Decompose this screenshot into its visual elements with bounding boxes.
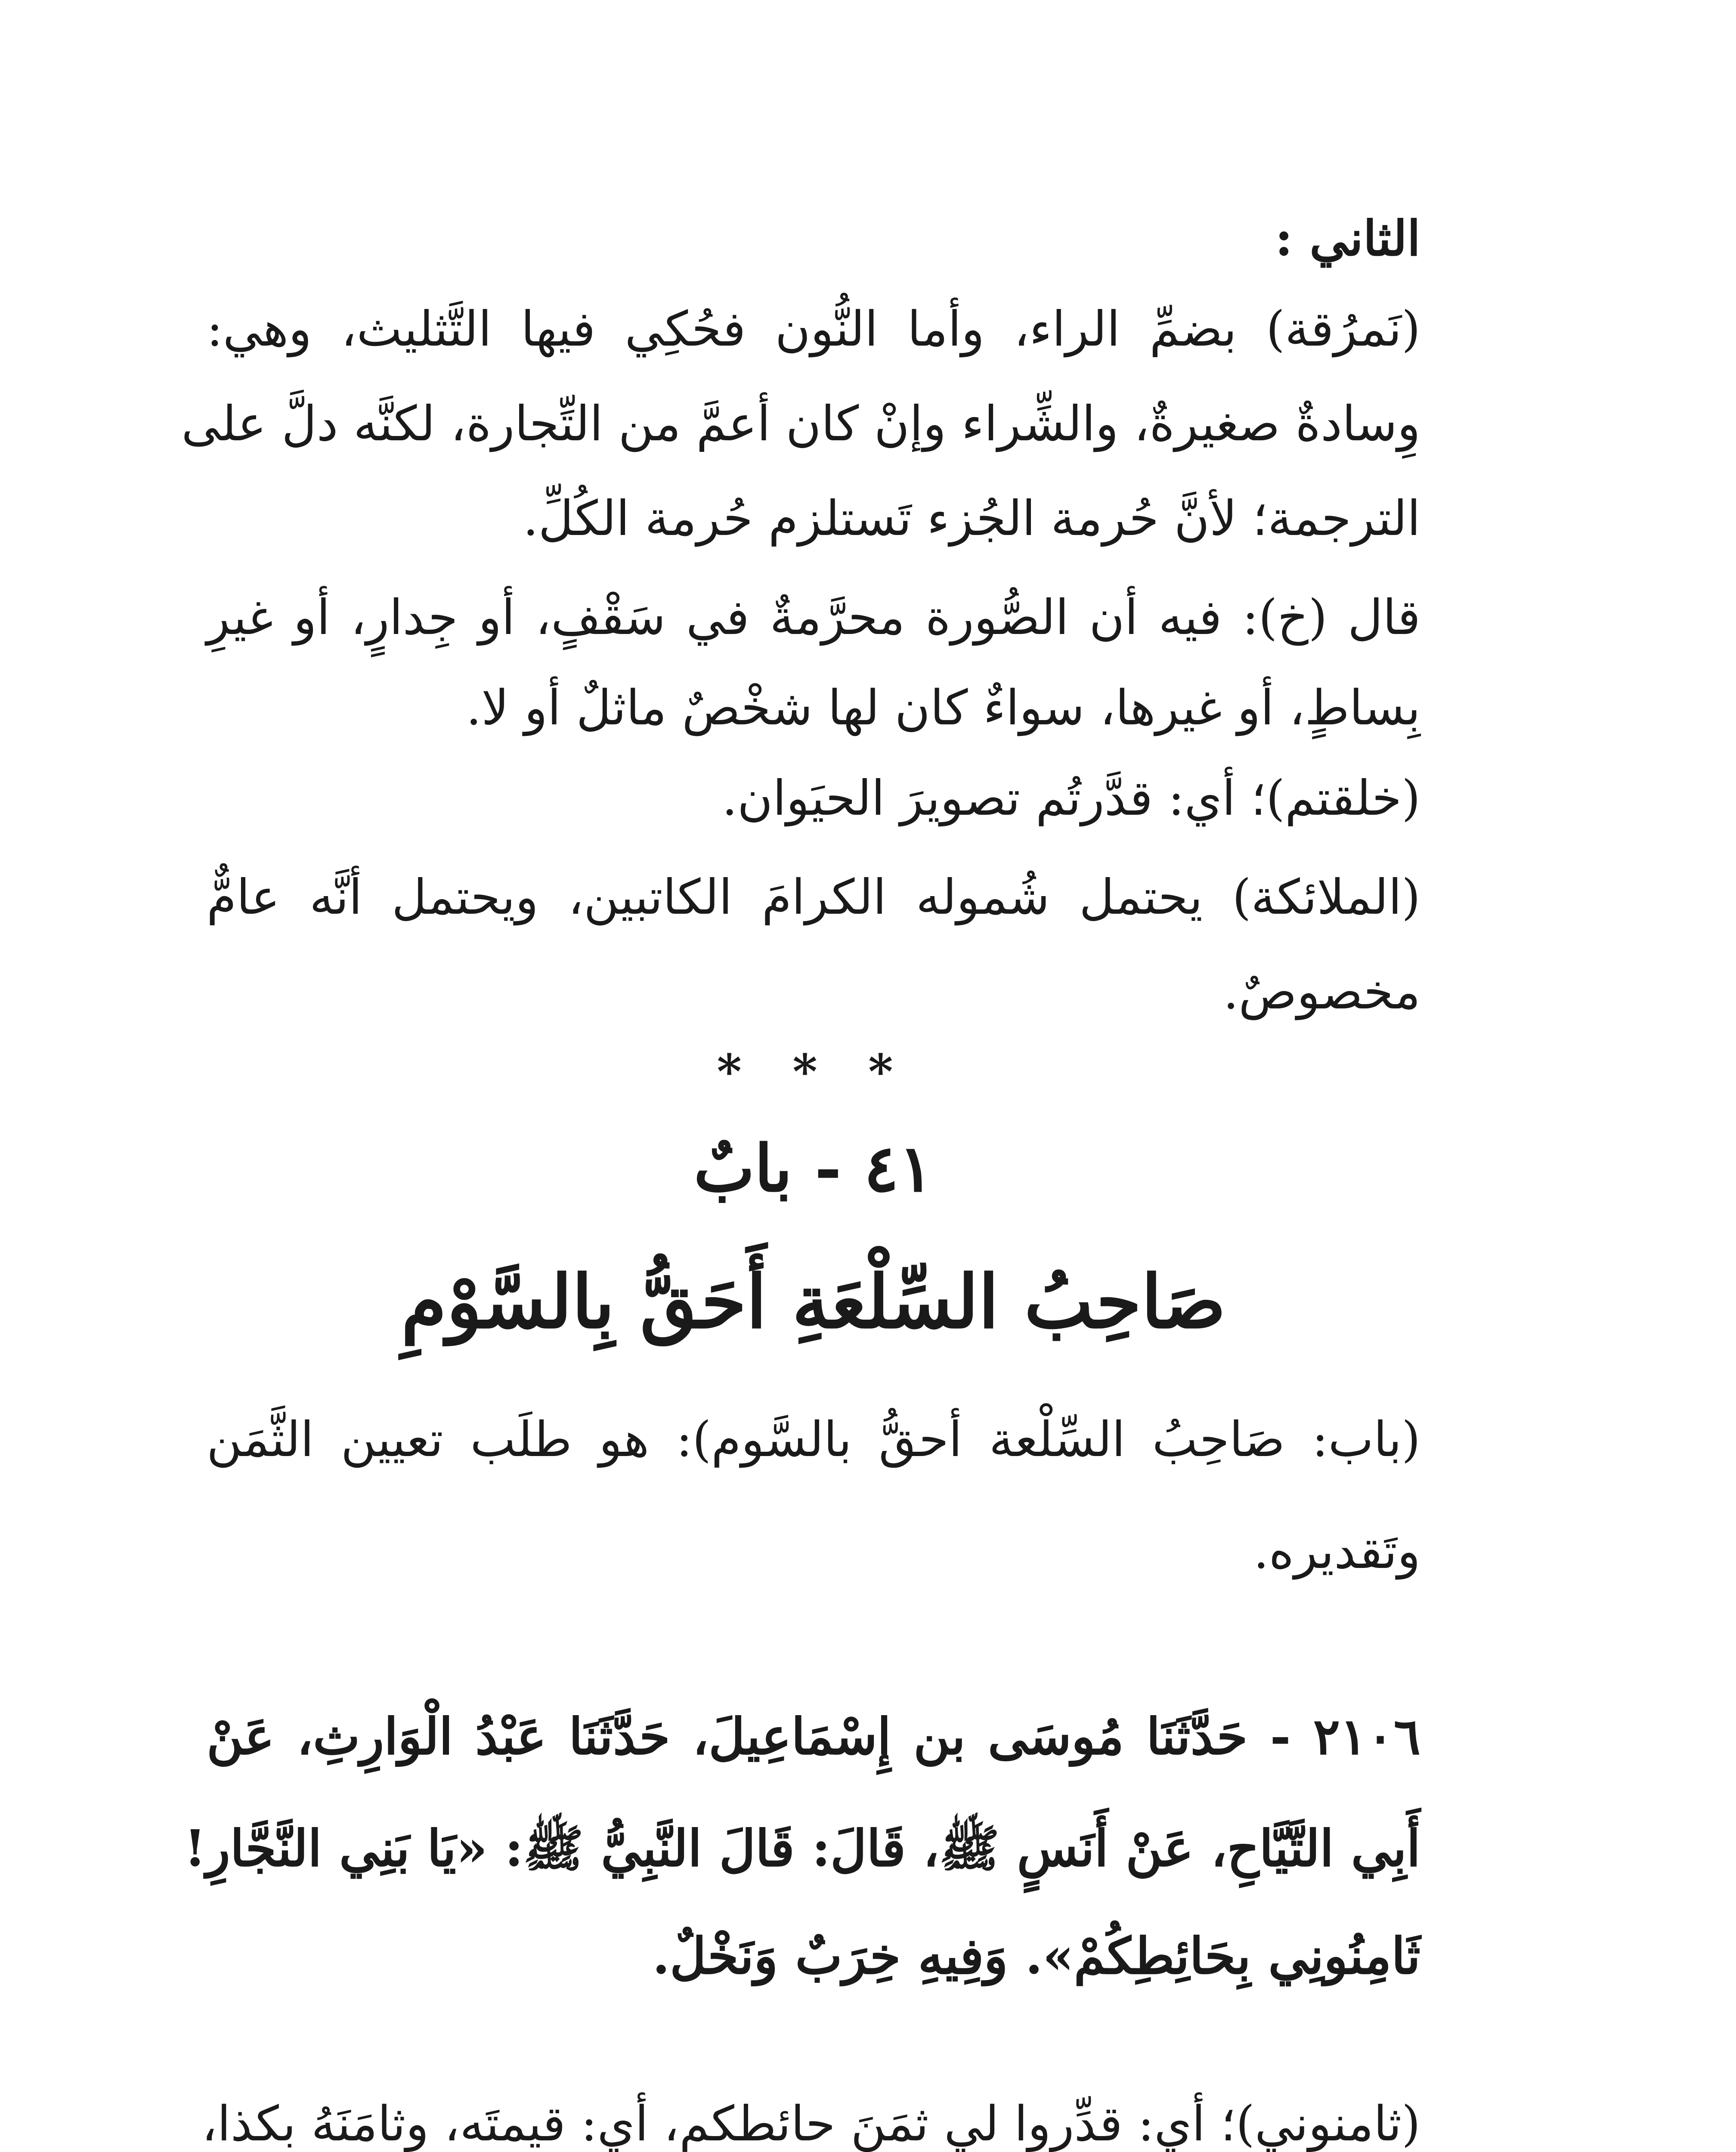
- chapter-number: ٤١ - بابٌ: [693, 1131, 934, 1206]
- commentary-line: بِساطٍ، أو غيرها، سواءٌ كان لها شخْصٌ ماثلٌ أو لا.: [466, 680, 1420, 736]
- hadith-line: ٢١٠٦ - حَدَّثَنَا مُوسَى بن إِسْمَاعِيلَ، حَدَّثَنَا عَبْدُ الْوَارِثِ، عَنْ: [207, 1707, 1420, 1766]
- commentary-line: الترجمة؛ لأنَّ حُرمة الجُزء تَستلزم حُرمة الكُلِّ.: [523, 491, 1420, 547]
- chapter-title: صَاحِبُ السِّلْعَةِ أَحَقُّ بِالسَّوْمِ: [401, 1259, 1226, 1345]
- hadith-line: أَبِي التَّيَّاحِ، عَنْ أَنَسٍ ﷺ، قَالَ: قَالَ النَّبِيُّ ﷺ: «يَا بَنِي النَّجَّارِ!: [184, 1819, 1420, 1878]
- commentary-line: مخصوصٌ.: [1223, 964, 1420, 1020]
- commentary-line: وِسادةٌ صغيرةٌ، والشِّراء وإنْ كان أعمَّ من التِّجارة، لكنَّه دلَّ على: [181, 396, 1420, 452]
- commentary-line: قال (خ): فيه أن الصُّورة محرَّمةٌ في سَقْفٍ، أو جِدارٍ، أو غيرِ: [207, 590, 1420, 646]
- commentary-line: (ثامنوني)؛ أي: قدِّروا لي ثمَنَ حائطكم، أي: قيمتَه، وثامَنَهُ بكذا،: [201, 2096, 1420, 2152]
- commentary-line: (نَمرُقة) بضمِّ الراء، وأما النُّون فحُكِي فيها التَّثليث، وهي:: [207, 301, 1420, 357]
- commentary-line: (خلقتم)؛ أي: قدَّرتُم تصويرَ الحيَوان.: [722, 770, 1420, 826]
- hadith-line: ثَامِنُونِي بِحَائِطِكُمْ». وَفِيهِ خِرَبٌ وَنَخْلٌ.: [652, 1927, 1420, 1985]
- commentary-line: وتَقديره.: [1253, 1524, 1420, 1580]
- commentary-line: (باب: صَاحِبُ السِّلْعة أحقُّ بالسَّوم): هو طلَب تعيين الثَّمَن: [207, 1412, 1420, 1468]
- section-heading: الثاني :: [1275, 210, 1420, 267]
- commentary-line: (الملائكة) يحتمل شُموله الكرامَ الكاتبين، ويحتمل أنَّه عامٌّ: [207, 869, 1420, 925]
- book-page: [181, 189, 1420, 2152]
- section-separator: * * *: [717, 1044, 910, 1099]
